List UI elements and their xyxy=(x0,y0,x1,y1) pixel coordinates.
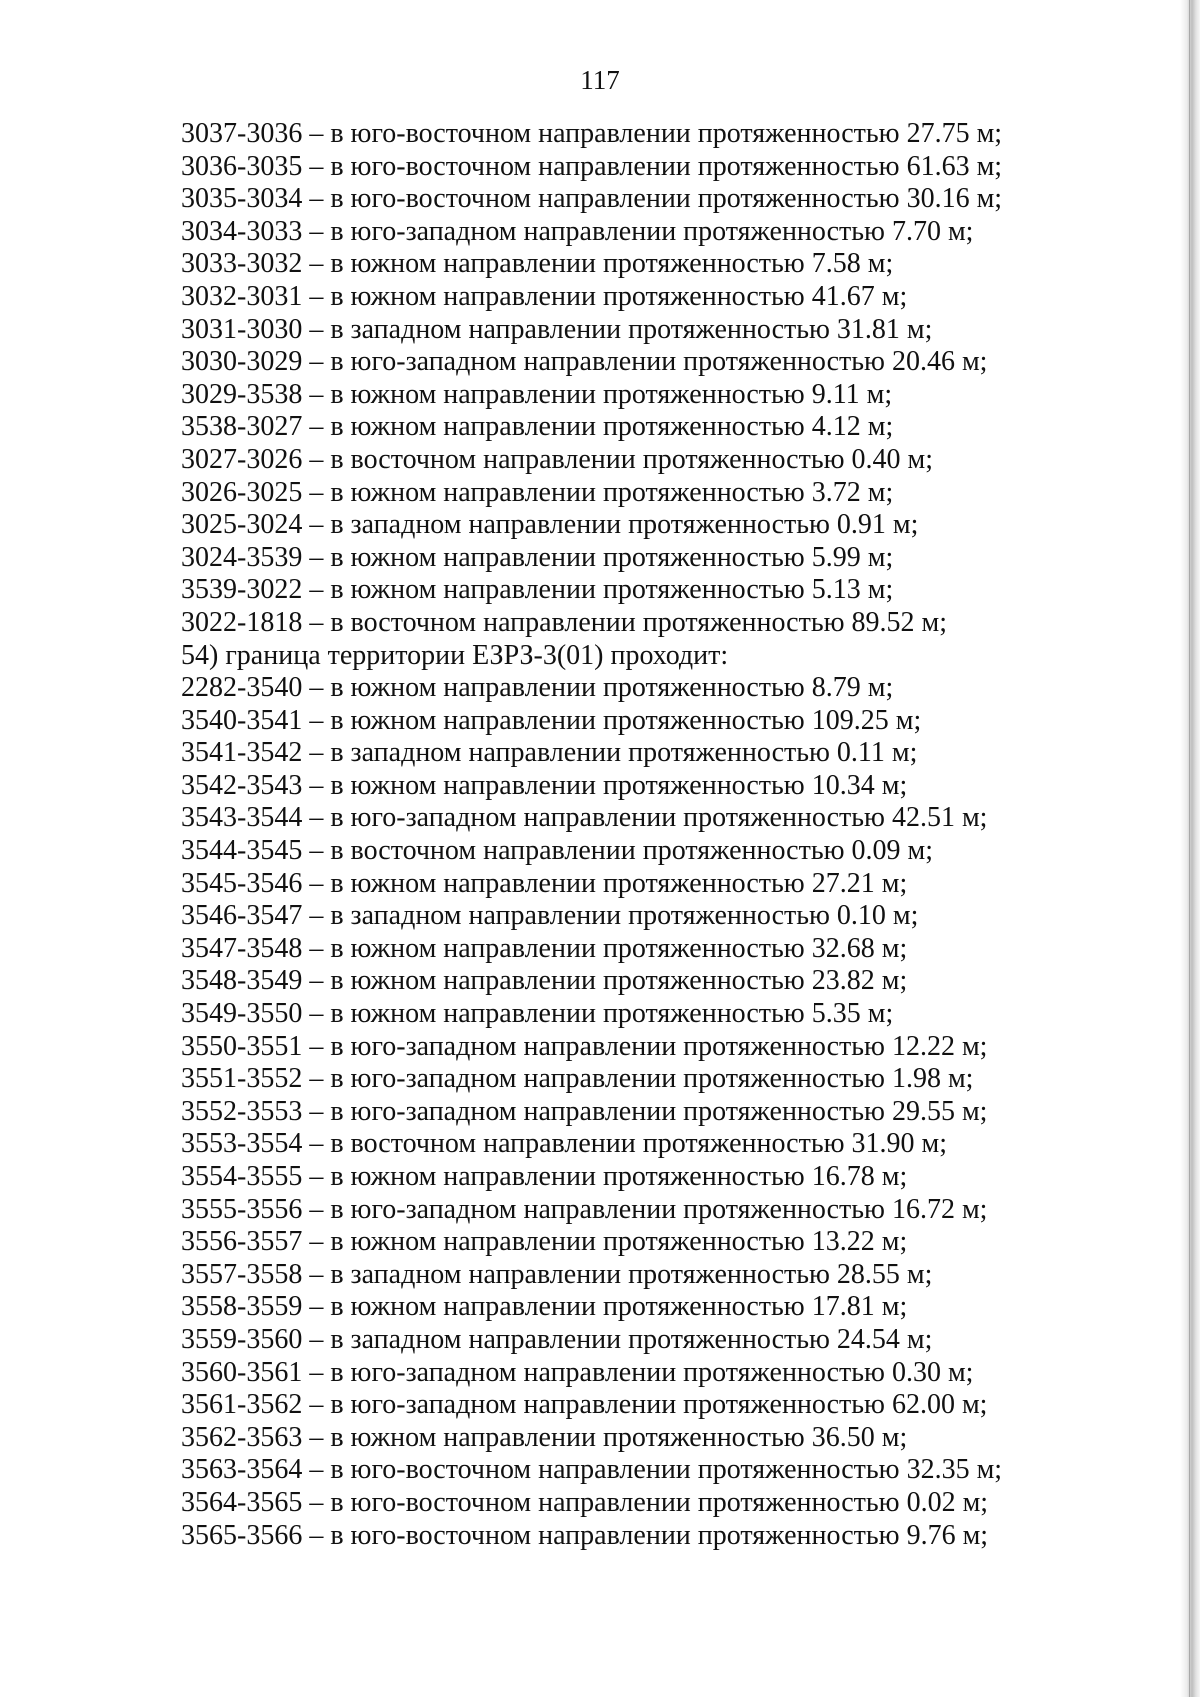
document-line: 2282-3540 – в южном направлении протяженностью 8.79 м; xyxy=(181,672,894,704)
document-line: 3034-3033 – в юго-западном направлении протяженностью 7.70 м; xyxy=(181,215,974,247)
document-line: 3560-3561 – в юго-западном направлении протяженностью 0.30 м; xyxy=(181,1356,974,1388)
document-line: 3543-3544 – в юго-западном направлении протяженностью 42.51 м; xyxy=(181,802,988,834)
document-line: 3036-3035 – в юго-восточном направлении протяженностью 61.63 м; xyxy=(181,150,1003,182)
document-line: 54) граница территории ЕЗРЗ-3(01) проходит: xyxy=(181,639,729,671)
document-line: 3029-3538 – в южном направлении протяженностью 9.11 м; xyxy=(181,378,893,410)
document-line: 3556-3557 – в южном направлении протяженностью 13.22 м; xyxy=(181,1226,908,1258)
document-line: 3033-3032 – в южном направлении протяженностью 7.58 м; xyxy=(181,248,894,280)
document-line: 3549-3550 – в южном направлении протяженностью 5.35 м; xyxy=(181,998,894,1030)
document-line: 3550-3551 – в юго-западном направлении протяженностью 12.22 м; xyxy=(181,1030,988,1062)
document-line: 3558-3559 – в южном направлении протяженностью 17.81 м; xyxy=(181,1291,908,1323)
document-line: 3540-3541 – в южном направлении протяженностью 109.25 м; xyxy=(181,704,922,736)
document-line: 3539-3022 – в южном направлении протяженностью 5.13 м; xyxy=(181,574,894,606)
document-line: 3552-3553 – в юго-западном направлении протяженностью 29.55 м; xyxy=(181,1095,988,1127)
document-line: 3032-3031 – в южном направлении протяженностью 41.67 м; xyxy=(181,280,908,312)
document-line: 3557-3558 – в западном направлении протяженностью 28.55 м; xyxy=(181,1258,933,1290)
scan-edge-shadow xyxy=(1180,0,1200,1697)
document-line: 3546-3547 – в западном направлении протяженностью 0.10 м; xyxy=(181,900,919,932)
boundary-description-list xyxy=(181,118,1141,1552)
document-line: 3022-1818 – в восточном направлении протяженностью 89.52 м; xyxy=(181,606,948,638)
scan-edge-line xyxy=(1189,0,1190,1697)
document-line: 3562-3563 – в южном направлении протяженностью 36.50 м; xyxy=(181,1421,908,1453)
document-line: 3547-3548 – в южном направлении протяженностью 32.68 м; xyxy=(181,932,908,964)
document-line: 3565-3566 – в юго-восточном направлении протяженностью 9.76 м; xyxy=(181,1519,989,1551)
document-line: 3542-3543 – в южном направлении протяженностью 10.34 м; xyxy=(181,769,908,801)
document-line: 3563-3564 – в юго-восточном направлении протяженностью 32.35 м; xyxy=(181,1454,1003,1486)
document-line: 3025-3024 – в западном направлении протяженностью 0.91 м; xyxy=(181,509,919,541)
document-line: 3559-3560 – в западном направлении протяженностью 24.54 м; xyxy=(181,1323,933,1355)
document-line: 3554-3555 – в южном направлении протяженностью 16.78 м; xyxy=(181,1161,908,1192)
document-line: 3548-3549 – в южном направлении протяженностью 23.82 м; xyxy=(181,965,908,997)
document-line: 3545-3546 – в южном направлении протяженностью 27.21 м; xyxy=(181,867,908,899)
document-line: 3538-3027 – в южном направлении протяженностью 4.12 м; xyxy=(181,411,894,443)
document-line: 3027-3026 – в восточном направлении протяженностью 0.40 м; xyxy=(181,443,934,475)
document-line: 3553-3554 – в восточном направлении протяженностью 31.90 м; xyxy=(181,1128,948,1160)
document-line: 3037-3036 – в юго-восточном направлении протяженностью 27.75 м; xyxy=(181,118,1003,149)
document-line: 3541-3542 – в западном направлении протяженностью 0.11 м; xyxy=(181,737,918,769)
document-line: 3031-3030 – в западном направлении протяженностью 31.81 м; xyxy=(181,313,933,345)
page-number: 117 xyxy=(580,65,620,95)
document-line: 3544-3545 – в восточном направлении протяженностью 0.09 м; xyxy=(181,835,934,867)
document-line: 3555-3556 – в юго-западном направлении протяженностью 16.72 м; xyxy=(181,1193,988,1225)
document-line: 3026-3025 – в южном направлении протяженностью 3.72 м; xyxy=(181,476,894,508)
document-line: 3564-3565 – в юго-восточном направлении протяженностью 0.02 м; xyxy=(181,1486,989,1518)
document-line: 3030-3029 – в юго-западном направлении протяженностью 20.46 м; xyxy=(181,346,988,378)
document-line: 3024-3539 – в южном направлении протяженностью 5.99 м; xyxy=(181,541,894,573)
document-line: 3561-3562 – в юго-западном направлении протяженностью 62.00 м; xyxy=(181,1389,988,1421)
document-line: 3551-3552 – в юго-западном направлении протяженностью 1.98 м; xyxy=(181,1063,974,1095)
document-line: 3035-3034 – в юго-восточном направлении протяженностью 30.16 м; xyxy=(181,183,1003,215)
